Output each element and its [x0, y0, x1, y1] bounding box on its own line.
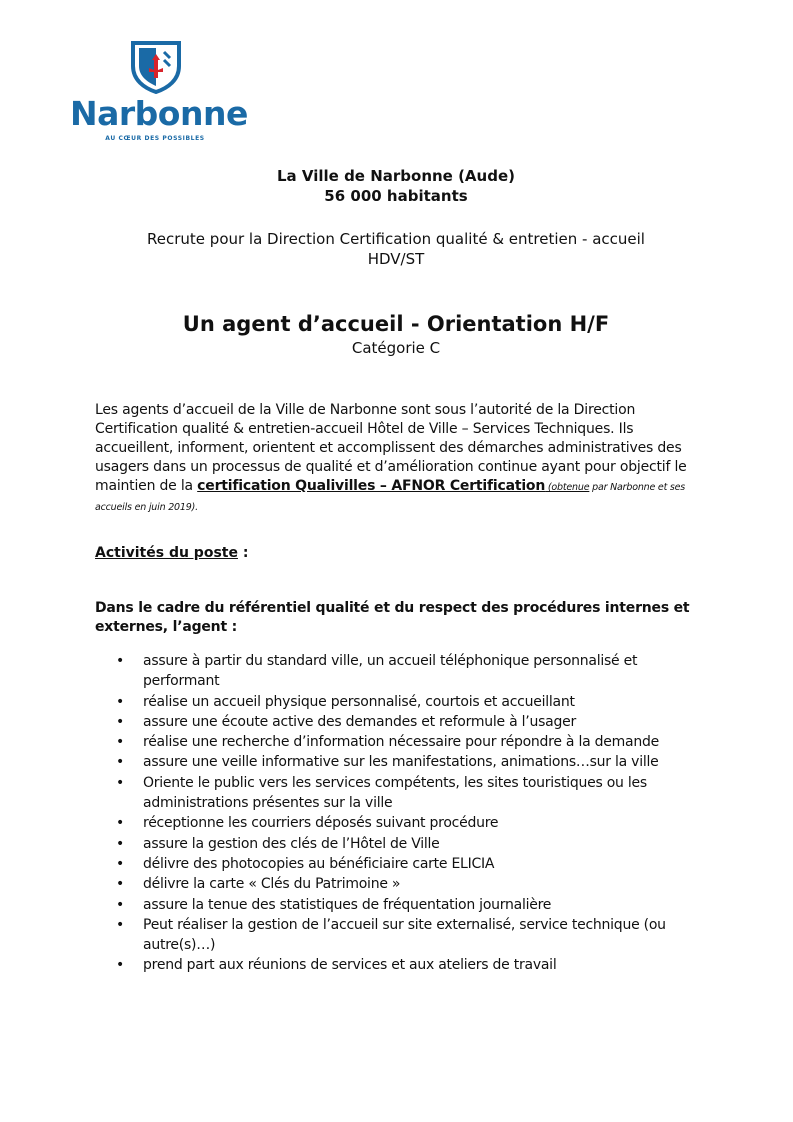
activity-item: • Oriente le public vers les services compétents, les sites touristiques ou les administrations présentes sur la ville [95, 773, 705, 814]
coat-of-arms-icon [130, 40, 182, 94]
activity-item: • prend part aux réunions de services et aux ateliers de travail [95, 955, 705, 975]
activity-item: • assure une veille informative sur les manifestations, animations…sur la ville [95, 752, 705, 772]
logo-tagline: AU CŒUR DES POSSIBLES [105, 135, 205, 142]
activity-item: • délivre des photocopies au bénéficiaire carte ELICIA [95, 854, 705, 874]
activities-intro: Dans le cadre du référentiel qualité et du respect des procédures internes et externes, l’agent : [95, 600, 690, 635]
activities-list [95, 651, 705, 976]
activities-heading [95, 544, 248, 563]
direction-name: Recrute pour la Direction Certification qualité & entretien - accueil [147, 230, 645, 248]
narbonne-logo [70, 40, 248, 144]
recruiting-direction [96, 229, 696, 269]
logo-wordmark: Narbonne [70, 94, 248, 133]
employer-name: La Ville de Narbonne (Aude) [277, 167, 515, 185]
activities-title-suffix: : [237, 545, 249, 561]
activities-title: Activités du poste [95, 545, 238, 561]
job-description [95, 401, 705, 517]
activity-item: • Peut réaliser la gestion de l’accueil sur site externalisé, service technique (ou autre(s)…) [95, 915, 705, 956]
activity-item: • assure une écoute active des demandes et reformule à l’usager [95, 712, 705, 732]
employer-heading [96, 166, 696, 206]
direction-code: HDV/ST [367, 250, 425, 268]
job-category: Catégorie C [351, 339, 441, 357]
activity-item: • réceptionne les courriers déposés suivant procédure [95, 813, 705, 833]
certification-note-open: (obtenue [545, 482, 590, 493]
activity-item: • assure la tenue des statistiques de fréquentation journalière [95, 895, 705, 915]
job-title: Un agent d’accueil - Orientation H/F [182, 312, 610, 336]
activity-item: • réalise une recherche d’information nécessaire pour répondre à la demande [95, 732, 705, 752]
activity-item: • délivre la carte « Clés du Patrimoine » [95, 874, 705, 894]
activity-item: • assure à partir du standard ville, un accueil téléphonique personnalisé et performant [95, 651, 705, 692]
population: 56 000 habitants [324, 187, 468, 205]
description-text: Les agents d’accueil de la Ville de Narbonne sont sous l’autorité de la Direction Certification qualité & entretien-accueil Hôtel de Ville – Services Techniques. Ils accueillent, informent, orientent et accomplissent des démarches administratives des usagers dans un processus de qualité et d’amélioration continue ayant pour objectif le maintien de la [95, 402, 687, 494]
certification-note-close: par Narbonne et ses accueils en juin 2019). [95, 482, 686, 513]
certification-highlight: certification Qualivilles – AFNOR Certification [197, 478, 546, 494]
activity-item: • assure la gestion des clés de l’Hôtel de Ville [95, 834, 705, 854]
activity-item: • réalise un accueil physique personnalisé, courtois et accueillant [95, 692, 705, 712]
